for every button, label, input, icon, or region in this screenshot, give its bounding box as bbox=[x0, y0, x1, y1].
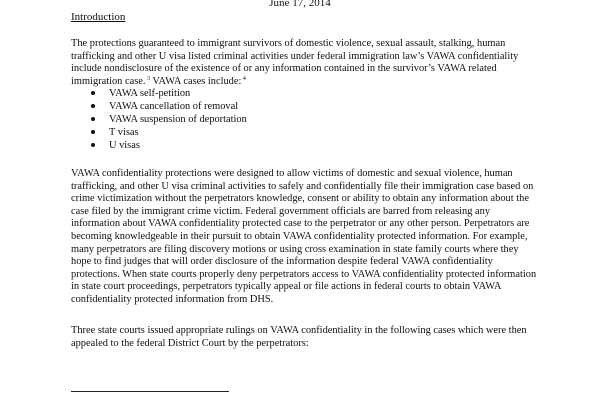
list-item: T visas bbox=[89, 126, 247, 139]
intro-text: The protections guaranteed to immigrant survivors of domestic violence, sexual assault, stalking, human trafficking and other U visa listed criminal activities under federal immigration law’s VAWA confidentiality include nondisclosure of the existence of or any information contained in the survivor’s VAWA related immigration case. bbox=[71, 38, 519, 87]
section-heading: Introduction bbox=[71, 11, 126, 23]
intro-text-cases: VAWA cases include: bbox=[149, 75, 242, 87]
intro-paragraph bbox=[71, 38, 539, 88]
footnote-ref-4: 4 bbox=[242, 75, 246, 82]
document-date: June 17, 2014 bbox=[269, 0, 331, 9]
case-type-list bbox=[89, 87, 247, 152]
list-item: U visas bbox=[89, 139, 247, 152]
footnote-ref-3: 3 bbox=[146, 75, 150, 82]
list-item: VAWA suspension of deportation bbox=[89, 113, 247, 126]
confidentiality-paragraph: VAWA confidentiality protections were designed to allow victims of domestic and sexual violence, human trafficking, and other U visa criminal activities to safely and confidentially file their immigration case based on crime victimization without the perpetrators knowledge, consent or ability to obtain any information about the case filed by the immigrant crime victim. Federal government officials are barred from releasing any information about VAWA confidentiality protected case to the perpetrator or any other person. Perpetrators are becoming knowledgeable in their pursuit to obtain VAWA confidentiality protected information. For example, many perpetrators are filing discovery motions or using cross examination in state family courts where they hope to find judges that will order disclosure of the information despite federal VAWA confidentiality protections. When state courts properly deny perpetrators access to VAWA confidentiality protected information in state court proceedings, perpetrators typically appeal or file actions in federal courts to obtain VAWA confidentiality protected information from DHS. bbox=[71, 168, 537, 305]
state-courts-paragraph: Three state courts issued appropriate rulings on VAWA confidentiality in the following cases which were then appealed to the federal District Court by the perpetrators: bbox=[71, 325, 527, 349]
list-item: VAWA cancellation of removal bbox=[89, 100, 247, 113]
list-item: VAWA self-petition bbox=[89, 87, 247, 100]
footnote-separator bbox=[71, 391, 229, 392]
